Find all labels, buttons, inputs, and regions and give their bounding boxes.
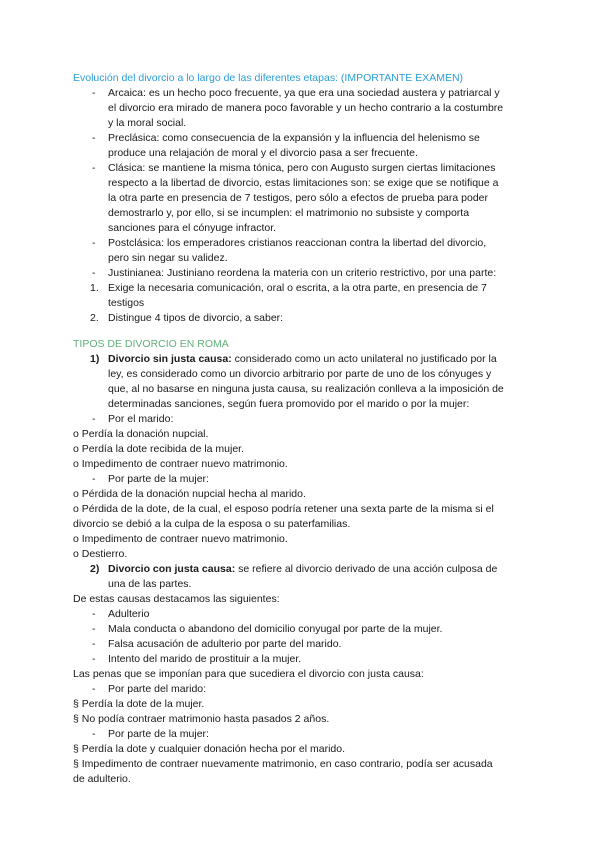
- list-number: 1): [90, 353, 100, 365]
- numbered-item-line: Exige la necesaria comunicación, oral o escrita, a la otra parte, en presencia de 7: [108, 282, 487, 294]
- bullet-dash: -: [92, 162, 96, 174]
- clasica-line: la otra parte en presencia de 7 testigos, pero sólo a efectos de prueba para poder: [108, 192, 488, 204]
- list-item: § Impedimento de contraer nuevamente matrimonio, en caso contrario, podía ser acusada: [73, 758, 493, 770]
- bullet-dash: -: [92, 413, 96, 425]
- arcaica-line: y la moral social.: [108, 117, 187, 129]
- list-item: o Pérdida de la dote, de la cual, el esposo podría retener una sexta parte de la misma si el: [73, 503, 494, 515]
- tipo1-text: considerado como un acto unilateral no justificado por la: [231, 353, 497, 365]
- list-item: o Pérdida de la donación nupcial hecha al marido.: [73, 488, 306, 500]
- list-number: 1.: [90, 282, 99, 294]
- list-item: o Impedimento de contraer nuevo matrimonio.: [73, 533, 288, 545]
- subheading-por-mujer: Por parte de la mujer:: [108, 728, 209, 740]
- list-item: o Destierro.: [73, 548, 128, 560]
- tipo1-line: determinadas sanciones, según fuera promovido por el marido o por la mujer:: [108, 398, 470, 410]
- clasica-line: sanciones para el cónyuge infractor.: [108, 222, 277, 234]
- bullet-dash: -: [92, 132, 96, 144]
- tipo2-text: se refiere al divorcio derivado de una acción culposa de: [235, 563, 498, 575]
- preclasica-line: Preclásica: como consecuencia de la expansión y la influencia del helenismo se: [108, 132, 480, 144]
- tipo1-line: ley, es considerado como un divorcio arbitrario por parte de uno de los cónyuges y: [108, 368, 492, 380]
- subheading-por-marido: Por parte del marido:: [108, 683, 207, 695]
- list-item: § No podía contraer matrimonio hasta pasados 2 años.: [73, 713, 330, 725]
- causa-item: Intento del marido de prostituir a la mujer.: [108, 653, 302, 665]
- subheading-por-marido: Por el marido:: [108, 413, 174, 425]
- list-item: de adulterio.: [73, 773, 131, 785]
- tipo1-title: Divorcio sin justa causa:: [108, 353, 232, 365]
- tipo2-title: Divorcio con justa causa:: [108, 563, 236, 575]
- bullet-dash: -: [92, 87, 96, 99]
- bullet-dash: -: [92, 638, 96, 650]
- bullet-dash: -: [92, 473, 96, 485]
- causa-item: Adulterio: [108, 608, 150, 620]
- list-number: 2): [90, 563, 100, 575]
- list-item: o Perdía la dote recibida de la mujer.: [73, 443, 245, 455]
- causas-intro: De estas causas destacamos las siguientes:: [73, 593, 280, 605]
- justinianea-line: Justinianea: Justiniano reordena la materia con un criterio restrictivo, por una parte:: [108, 267, 497, 279]
- bullet-dash: -: [92, 237, 96, 249]
- tipo1-line: que, al no basarse en ninguna justa causa, su realización conlleva a la imposición de: [108, 383, 504, 395]
- preclasica-line: produce una relajación de moral y el divorcio pasa a ser frecuente.: [108, 147, 418, 159]
- list-item: divorcio se debió a la culpa de la esposa o su paterfamilias.: [73, 518, 351, 530]
- bullet-dash: -: [92, 653, 96, 665]
- clasica-line: respecto a la libertad de divorcio, estas limitaciones son: se exige que se notifique a: [108, 177, 499, 189]
- bullet-dash: -: [92, 683, 96, 695]
- clasica-line: Clásica: se mantiene la misma tónica, pero con Augusto surgen ciertas limitaciones: [108, 162, 496, 174]
- penas-intro: Las penas que se imponían para que sucediera el divorcio con justa causa:: [73, 668, 424, 680]
- tipo2-first-line: [108, 562, 497, 577]
- list-item: § Perdía la dote de la mujer.: [73, 698, 205, 710]
- subheading-por-mujer: Por parte de la mujer:: [108, 473, 209, 485]
- heading-evolucion: Evolución del divorcio a lo largo de las diferentes etapas: (IMPORTANTE EXAMEN): [73, 72, 464, 84]
- bullet-dash: -: [92, 623, 96, 635]
- bullet-dash: -: [92, 267, 96, 279]
- postclasica-line: pero sin negar su validez.: [108, 252, 228, 264]
- bullet-dash: -: [92, 728, 96, 740]
- arcaica-line: el divorcio era mirado de manera poco favorable y un hecho contrario a la costumbre: [108, 102, 504, 114]
- clasica-line: demostrarlo y, por ello, si se incumplen: el matrimonio no subsiste y comporta: [108, 207, 470, 219]
- tipo1-first-line: [108, 352, 497, 367]
- numbered-item-line: testigos: [108, 297, 145, 309]
- list-number: 2.: [90, 312, 99, 324]
- list-item: § Perdía la dote y cualquier donación hecha por el marido.: [73, 743, 346, 755]
- list-item: o Perdía la donación nupcial.: [73, 428, 209, 440]
- list-item: o Impedimento de contraer nuevo matrimonio.: [73, 458, 288, 470]
- bullet-dash: -: [92, 608, 96, 620]
- causa-item: Mala conducta o abandono del domicilio conyugal por parte de la mujer.: [108, 623, 443, 635]
- arcaica-line: Arcaica: es un hecho poco frecuente, ya que era una sociedad austera y patriarcal y: [108, 87, 500, 99]
- heading-tipos: TIPOS DE DIVORCIO EN ROMA: [73, 338, 229, 350]
- tipo2-line: una de las partes.: [108, 578, 192, 590]
- numbered-item-line: Distingue 4 tipos de divorcio, a saber:: [108, 312, 284, 324]
- postclasica-line: Postclásica: los emperadores cristianos reaccionan contra la libertad del divorcio,: [108, 237, 487, 249]
- causa-item: Falsa acusación de adulterio por parte del marido.: [108, 638, 342, 650]
